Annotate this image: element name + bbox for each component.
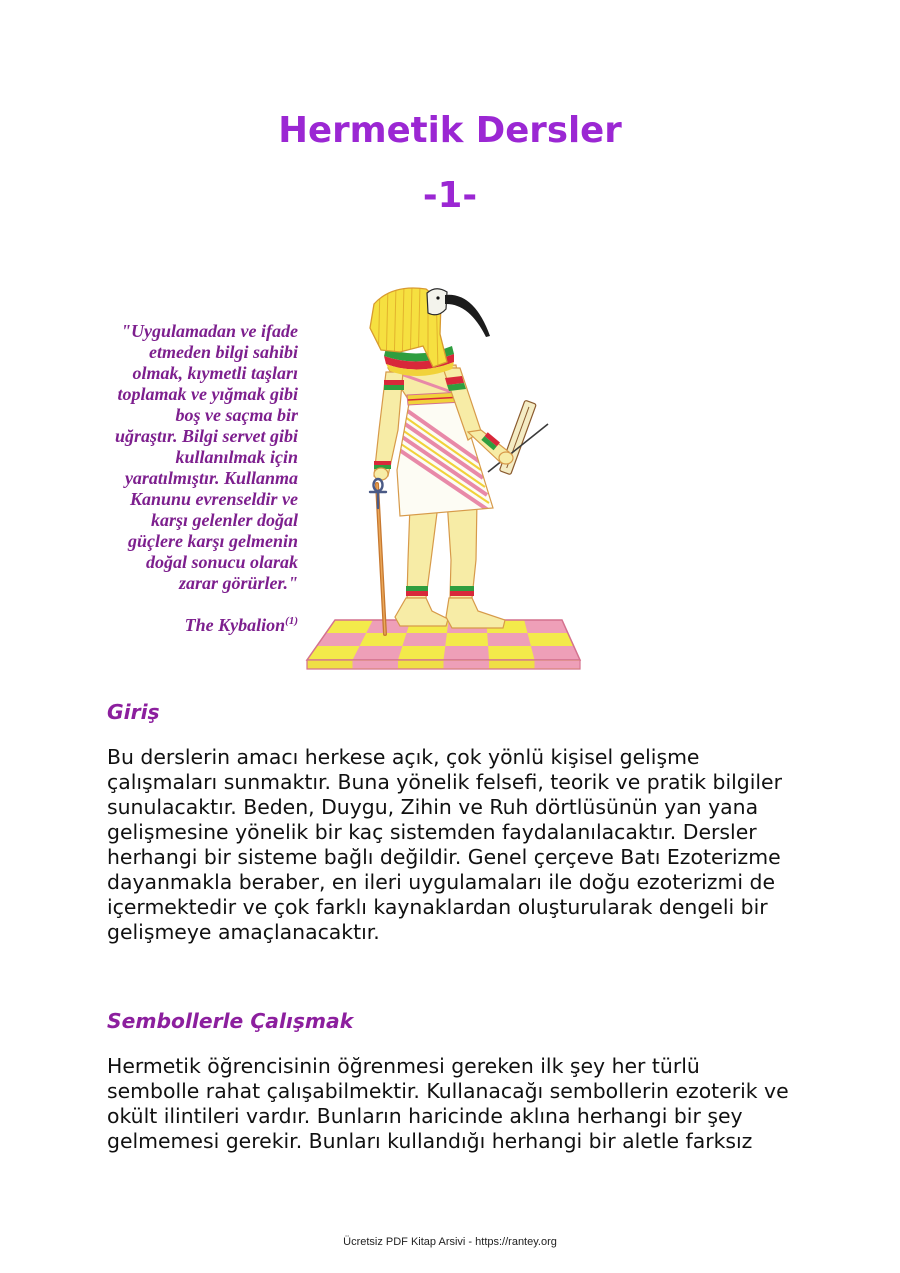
quote-line: "Uygulamadan ve ifade (121, 321, 298, 341)
epigraph-quote (80, 321, 298, 636)
quote-line: zarar görürler." (178, 573, 298, 593)
kilt (395, 398, 493, 516)
page-footer: Ücretsiz PDF Kitap Arsivi - https://rantey.org (343, 1236, 557, 1248)
lesson-number: -1- (422, 175, 478, 216)
quote-line: yaratılmıştır. Kullanma (124, 468, 298, 488)
quote-line: karşı gelenler doğal (151, 510, 298, 530)
front-foot (446, 598, 505, 628)
quote-line: uğraştır. Bilgi servet gibi (114, 426, 298, 446)
quote-line: etmeden bilgi sahibi (148, 342, 298, 362)
paragraph-line: Hermetik öğrencisinin öğrenmesi gereken ilk şey her türlü (107, 1054, 700, 1078)
section-paragraph (107, 1054, 789, 1154)
front-leg (447, 500, 477, 598)
quote-line: kullanılmak için (175, 447, 298, 467)
page-title: Hermetik Dersler (278, 110, 622, 151)
paragraph-line: çalışmaları sunmaktır. Buna yönelik felsefi, teorik ve pratik bilgiler (107, 770, 782, 794)
paragraph-line: içermektedir ve çok farklı kaynaklardan oluşturularak dengeli bir (107, 895, 768, 919)
paragraph-line: dayanmakla beraber, en ileri uygulamaları ile doğu ezoterizmi de (107, 870, 775, 894)
quote-line: toplamak ve yığmak gibi (117, 384, 298, 404)
paragraph-line: herhangi bir sisteme bağlı değildir. Genel çerçeve Batı Ezoterizme (107, 845, 781, 869)
paragraph-line: okült ilintileri vardır. Bunların haricinde aklına herhangi bir şey (107, 1104, 743, 1128)
back-leg (407, 505, 438, 598)
paragraph-line: sembolle rahat çalışabilmektir. Kullanacağı sembollerin ezoterik ve (107, 1079, 789, 1103)
section-heading-sembollerle-calismak: Sembollerle Çalışmak (107, 1009, 354, 1033)
legs (395, 500, 505, 628)
quote-line: Kanunu evrenseldir ve (129, 489, 298, 509)
footnote-reference: (1) (285, 615, 298, 627)
quote-line: doğal sonucu olarak (145, 552, 298, 572)
ibis-beak (445, 295, 490, 337)
paragraph-line: sunulacaktır. Beden, Duygu, Zihin ve Ruh dörtlüsünün yan yana (107, 795, 759, 819)
paragraph-line: gelişmesine yönelik bir kaç sistemden faydalanılacaktır. Dersler (107, 820, 757, 844)
paragraph-line: Bu derslerin amacı herkese açık, çok yönlü kişisel gelişme (107, 745, 700, 769)
paragraph-line: gelişmeye amaçlanacaktır. (107, 920, 380, 944)
back-foot (395, 598, 448, 626)
quote-line: olmak, kıymetli taşları (132, 363, 298, 383)
paragraph-line: gelmemesi gerekir. Bunları kullandığı herhangi bir aletle farksız (107, 1129, 753, 1153)
anklets (406, 586, 474, 596)
quote-source (80, 615, 298, 636)
platform (307, 620, 580, 669)
thoth-illustration (300, 283, 590, 675)
section-heading-giris: Giriş (107, 700, 160, 724)
quote-source-title: The Kybalion (184, 615, 286, 635)
section-paragraph (107, 745, 782, 945)
quote-line: boş ve saçma bir (175, 405, 298, 425)
quote-line: güçlere karşı gelmenin (128, 531, 298, 551)
